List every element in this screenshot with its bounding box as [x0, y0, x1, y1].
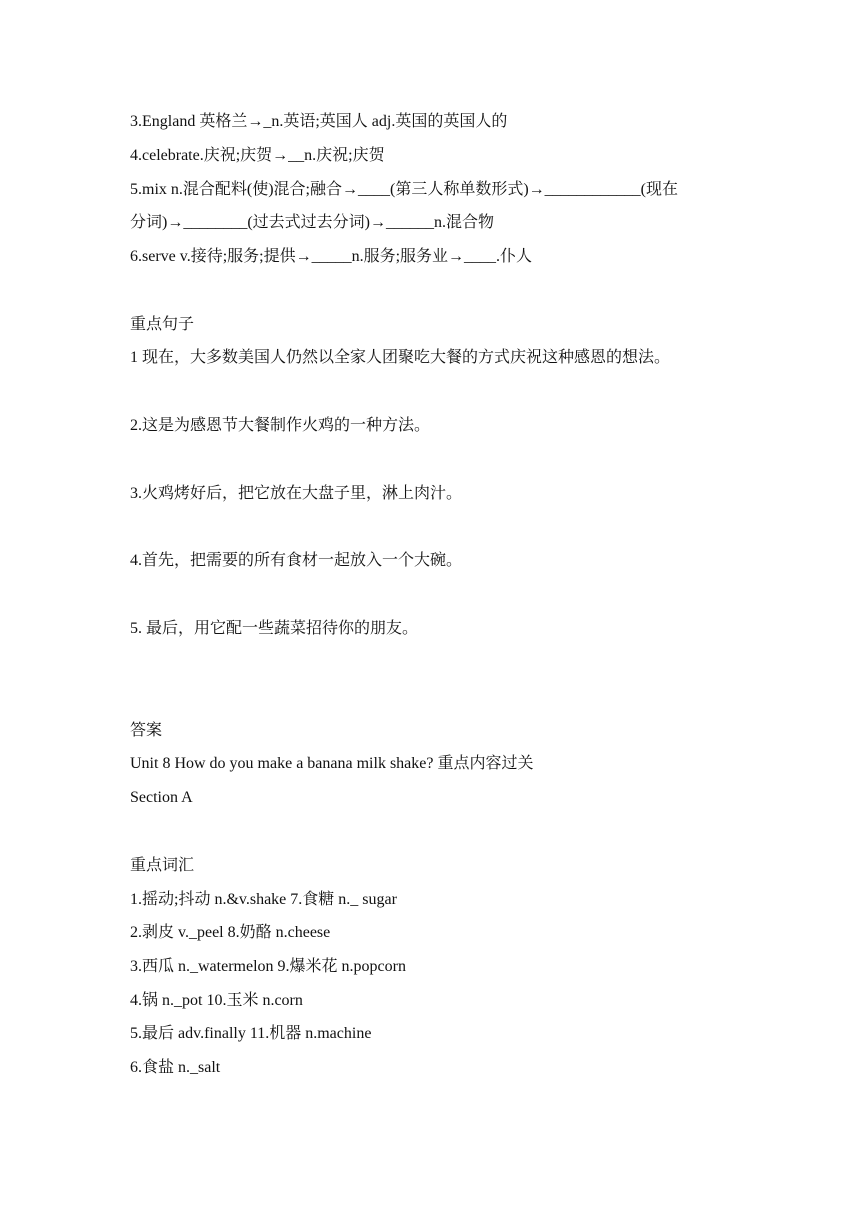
answers-vocab-heading: 重点词汇 — [130, 857, 195, 874]
key-sentence-item: 5. 最后，用它配一些蔬菜招待你的朋友。 — [130, 620, 419, 637]
answers-unit-title: Unit 8 How do you make a banana milk shake? 重点内容过关 — [130, 755, 534, 772]
answers-vocab-item: 6.食盐 n._salt — [130, 1059, 221, 1076]
answers-vocab-item: 1.摇动;抖动 n.&v.shake 7.食糖 n._ sugar — [130, 891, 397, 908]
key-sentence-item: 2.这是为感恩节大餐制作火鸡的一种方法。 — [130, 417, 431, 434]
key-sentences-heading: 重点句子 — [130, 316, 195, 333]
answers-vocab-item: 5.最后 adv.finally 11.机器 n.machine — [130, 1025, 372, 1042]
answers-section-label: Section A — [130, 789, 193, 806]
vocab-transform-line-4: 4.celebrate.庆祝;庆贺→__n.庆祝;庆贺 — [130, 147, 385, 164]
answers-heading: 答案 — [130, 722, 163, 739]
vocab-transform-line-5b: 分词)→________(过去式过去分词)→______n.混合物 — [130, 214, 494, 231]
key-sentence-item: 1 现在，大多数美国人仍然以全家人团聚吃大餐的方式庆祝这种感恩的想法。 — [130, 349, 671, 366]
vocab-transform-line-6: 6.serve v.接待;服务;提供→_____n.服务;服务业→____.仆人 — [130, 248, 533, 265]
answers-vocab-item: 3.西瓜 n._watermelon 9.爆米花 n.popcorn — [130, 958, 406, 975]
key-sentence-item: 4.首先，把需要的所有食材一起放入一个大碗。 — [130, 552, 463, 569]
answers-vocab-item: 2.剥皮 v._peel 8.奶酪 n.cheese — [130, 924, 331, 941]
vocab-transform-line-5a: 5.mix n.混合配料(使)混合;融合→____(第三人称单数形式)→____________(现在 — [130, 181, 678, 198]
key-sentence-item: 3.火鸡烤好后，把它放在大盘子里，淋上肉汁。 — [130, 485, 463, 502]
vocab-transform-line-3: 3.England 英格兰→_n.英语;英国人 adj.英国的英国人的 — [130, 113, 508, 130]
answers-vocab-item: 4.锅 n._pot 10.玉米 n.corn — [130, 992, 303, 1009]
